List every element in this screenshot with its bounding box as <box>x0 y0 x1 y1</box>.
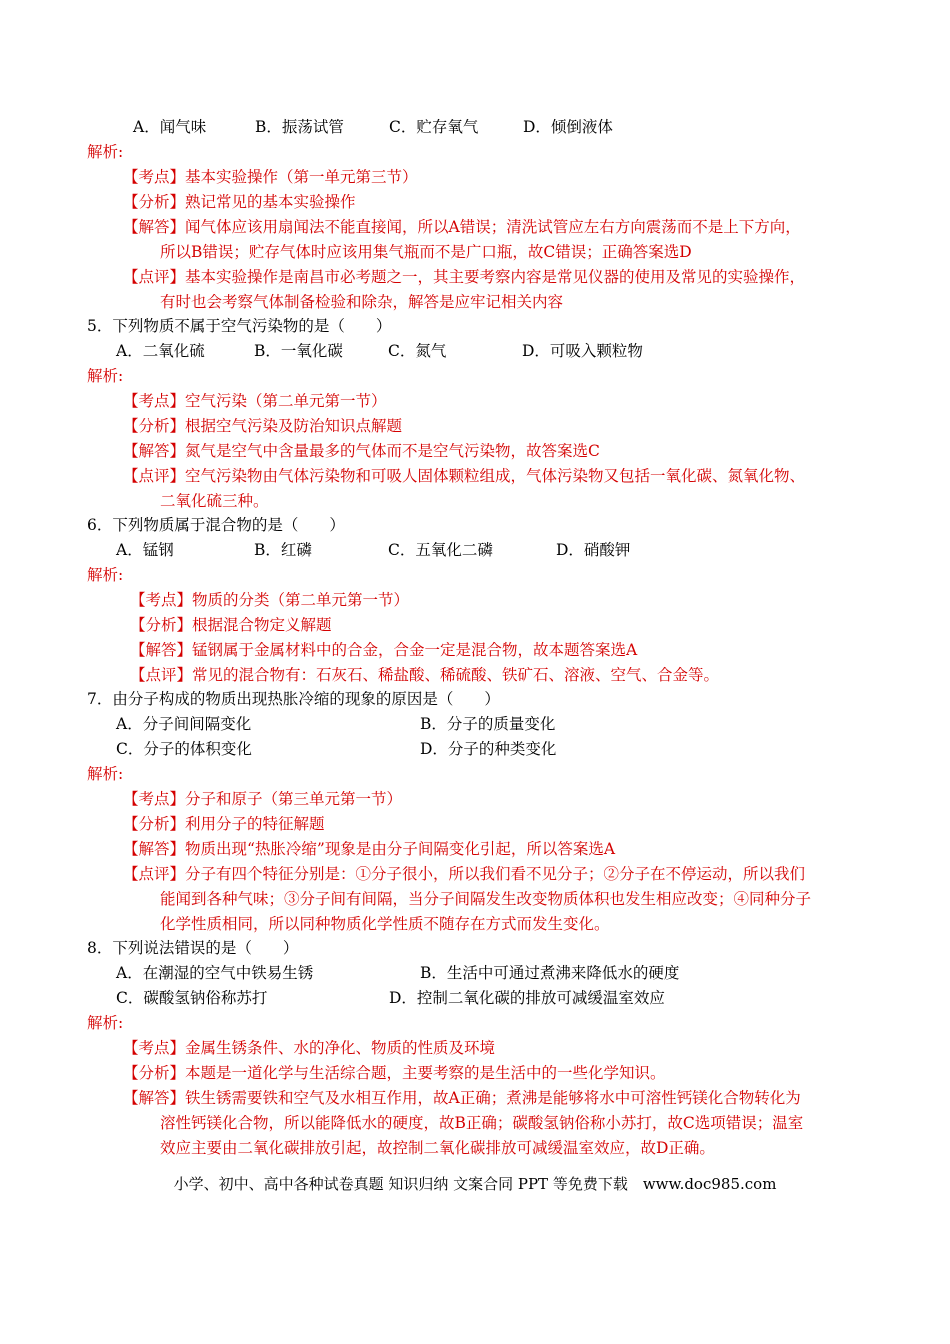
q7-analysis-label: 解析: <box>87 765 124 783</box>
q6-kaodian: 【考点】物质的分类（第二单元第一节） <box>130 591 410 609</box>
q6-dianping: 【点评】常见的混合物有：石灰石、稀盐酸、稀硫酸、铁矿石、溶液、空气、合金等。 <box>130 666 720 684</box>
q4-option-d: D．倾倒液体 <box>523 118 613 136</box>
q6-question: 6．下列物质属于混合物的是（ ） <box>87 516 345 534</box>
q7-option-a: A．分子间间隔变化 <box>116 715 252 733</box>
q6-option-b: B．红磷 <box>254 541 312 559</box>
q7-kaodian: 【考点】分子和原子（第三单元第一节） <box>123 790 403 808</box>
q6-option-c: C．五氧化二磷 <box>388 541 493 559</box>
q7-dianping-1: 【点评】分子有四个特征分别是：①分子很小，所以我们看不见分子；②分子在不停运动，所以我们 <box>123 865 806 883</box>
q5-dianping-2: 二氧化硫三种。 <box>160 492 269 510</box>
q5-option-c: C．氮气 <box>388 342 447 360</box>
q4-kaodian: 【考点】基本实验操作（第一单元第三节） <box>123 168 418 186</box>
q5-option-d: D．可吸入颗粒物 <box>522 342 643 360</box>
page-footer: 小学、初中、高中各种试卷真题 知识归纳 文案合同 PPT 等免费下载 www.doc985.com <box>173 1175 777 1193</box>
q4-analysis-label: 解析: <box>87 143 124 161</box>
q5-fenxi: 【分析】根据空气污染及防治知识点解题 <box>123 417 403 435</box>
q8-question: 8．下列说法错误的是（ ） <box>87 939 299 957</box>
q6-fenxi: 【分析】根据混合物定义解题 <box>130 616 332 634</box>
q5-option-b: B．一氧化碳 <box>254 342 343 360</box>
q8-option-d: D．控制二氧化碳的排放可减缓温室效应 <box>389 989 665 1007</box>
q6-option-a: A．锰钢 <box>116 541 174 559</box>
q4-option-c: C．贮存氧气 <box>389 118 479 136</box>
q7-option-c: C．分子的体积变化 <box>116 740 252 758</box>
q8-option-a: A．在潮湿的空气中铁易生锈 <box>116 964 314 982</box>
q4-option-a: A．闻气味 <box>133 118 207 136</box>
q4-jieda-2: 所以B错误；贮存气体时应该用集气瓶而不是广口瓶，故C错误；正确答案选D <box>160 243 692 261</box>
q8-kaodian: 【考点】金属生锈条件、水的净化、物质的性质及环境 <box>123 1039 496 1057</box>
q5-option-a: A．二氧化硫 <box>116 342 205 360</box>
q8-analysis-label: 解析: <box>87 1014 124 1032</box>
q6-option-d: D．硝酸钾 <box>556 541 631 559</box>
q4-jieda-1: 【解答】闻气体应该用扇闻法不能直接闻，所以A错误；清洗试管应左右方向震荡而不是上下方向， <box>123 218 801 236</box>
q7-question: 7．由分子构成的物质出现热胀冷缩的现象的原因是（ ） <box>87 690 500 708</box>
q7-jieda: 【解答】物质出现“热胀冷缩”现象是由分子间隔变化引起，所以答案选A <box>123 840 616 858</box>
q4-fenxi: 【分析】熟记常见的基本实验操作 <box>123 193 356 211</box>
q4-dianping-2: 有时也会考察气体制备检验和除杂，解答是应牢记相关内容 <box>160 293 564 311</box>
q5-kaodian: 【考点】空气污染（第二单元第一节） <box>123 392 387 410</box>
q7-dianping-2: 能闻到各种气味；③分子间有间隔，当分子间隔发生改变物质体积也发生相应改变；④同种分子 <box>160 890 812 908</box>
q4-dianping-1: 【点评】基本实验操作是南昌市必考题之一，其主要考察内容是常见仪器的使用及常见的实验操作， <box>123 268 806 286</box>
q6-analysis-label: 解析: <box>87 566 124 584</box>
q7-option-b: B．分子的质量变化 <box>420 715 556 733</box>
q8-jieda-1: 【解答】铁生锈需要铁和空气及水相互作用，故A正确；煮沸是能够将水中可溶性钙镁化合物转化为 <box>123 1089 801 1107</box>
q7-fenxi: 【分析】利用分子的特征解题 <box>123 815 325 833</box>
q8-option-b: B．生活中可通过煮沸来降低水的硬度 <box>420 964 680 982</box>
q8-jieda-3: 效应主要由二氧化碳排放引起，故控制二氧化碳排放可减缓温室效应，故D正确。 <box>160 1139 715 1157</box>
q5-analysis-label: 解析: <box>87 367 124 385</box>
q7-dianping-3: 化学性质相同，所以同种物质化学性质不随存在方式而发生变化。 <box>160 915 610 933</box>
q7-option-d: D．分子的种类变化 <box>420 740 557 758</box>
q8-jieda-2: 溶性钙镁化合物，所以能降低水的硬度，故B正确；碳酸氢钠俗称小苏打，故C选项错误；温室 <box>160 1114 804 1132</box>
q8-option-c: C．碳酸氢钠俗称苏打 <box>116 989 268 1007</box>
q5-jieda: 【解答】氮气是空气中含量最多的气体而不是空气污染物，故答案选C <box>123 442 600 460</box>
q8-fenxi: 【分析】本题是一道化学与生活综合题，主要考察的是生活中的一些化学知识。 <box>123 1064 666 1082</box>
q4-option-b: B．振荡试管 <box>255 118 344 136</box>
q5-question: 5．下列物质不属于空气污染物的是（ ） <box>87 317 392 335</box>
q6-jieda: 【解答】锰钢属于金属材料中的合金，合金一定是混合物，故本题答案选A <box>130 641 638 659</box>
q5-dianping-1: 【点评】空气污染物由气体污染物和可吸人固体颗粒组成，气体污染物又包括一氧化碳、氮氧化物、 <box>123 467 806 485</box>
